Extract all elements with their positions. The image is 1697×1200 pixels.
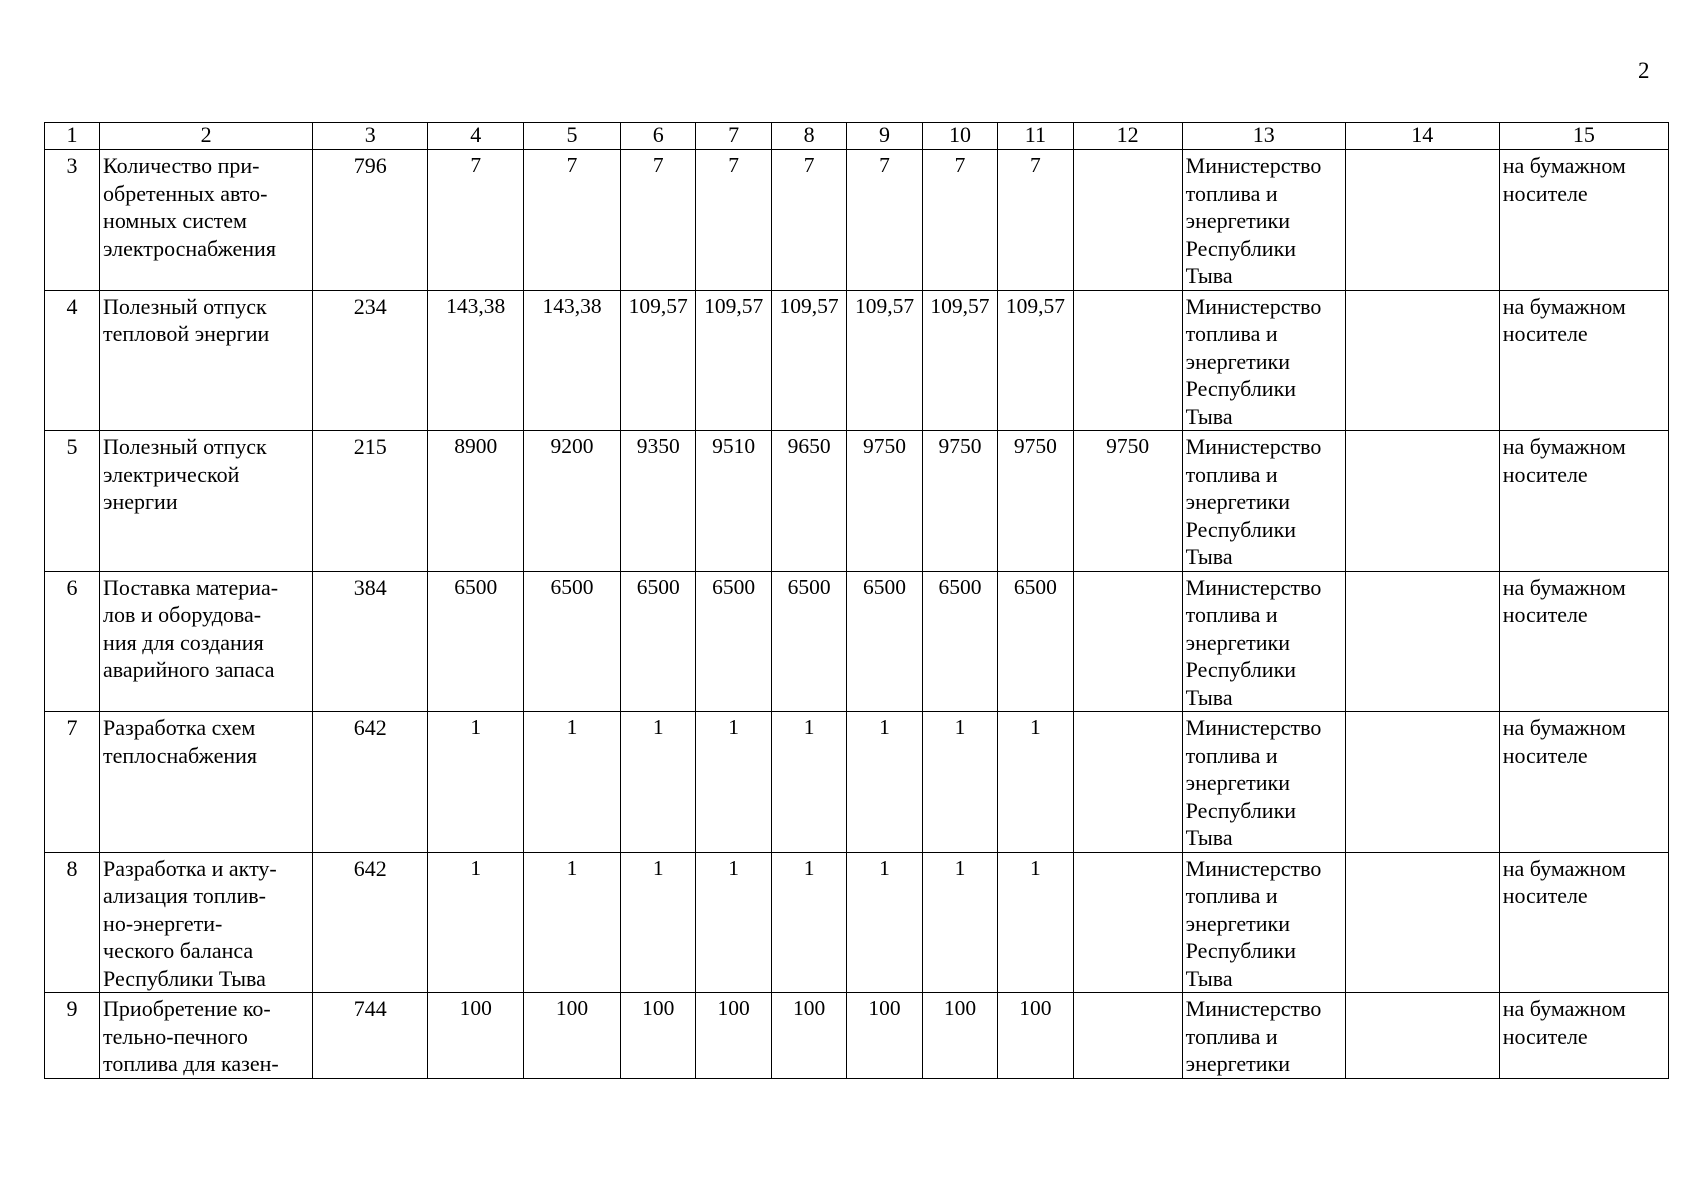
value-cell: 1 [620, 852, 695, 993]
value-cell [1073, 852, 1182, 993]
column-header: 10 [922, 123, 997, 150]
value-cell: 1 [771, 852, 846, 993]
value-cell: 100 [620, 993, 695, 1079]
data-source-cell: на бумажном носителе [1499, 852, 1668, 993]
okei-code-cell: 642 [313, 712, 428, 853]
column-14-cell [1345, 852, 1499, 993]
okei-code-cell: 642 [313, 852, 428, 993]
data-source-cell: на бумажном носителе [1499, 993, 1668, 1079]
data-source-cell: на бумажном носителе [1499, 571, 1668, 712]
value-cell: 1 [998, 712, 1073, 853]
table-row [45, 852, 1669, 993]
value-cell: 6500 [524, 571, 621, 712]
value-cell: 7 [771, 150, 846, 291]
value-cell: 9200 [524, 431, 621, 572]
table-row [45, 712, 1669, 853]
row-number-cell: 8 [45, 852, 100, 993]
responsible-org-cell: Министерство топлива и энергетики Республики Тыва [1182, 290, 1345, 431]
value-cell: 143,38 [524, 290, 621, 431]
value-cell: 1 [847, 852, 922, 993]
indicator-name-cell: Количество при- обретенных авто- номных систем электроснабжения [100, 150, 313, 291]
column-header: 7 [696, 123, 771, 150]
responsible-org-cell: Министерство топлива и энергетики Республики Тыва [1182, 431, 1345, 572]
column-header: 3 [313, 123, 428, 150]
value-cell: 1 [771, 712, 846, 853]
column-header: 4 [428, 123, 524, 150]
column-header: 12 [1073, 123, 1182, 150]
okei-code-cell: 215 [313, 431, 428, 572]
value-cell: 1 [428, 852, 524, 993]
responsible-org-cell: Министерство топлива и энергетики Республики Тыва [1182, 150, 1345, 291]
indicator-name-cell: Полезный отпуск тепловой энергии [100, 290, 313, 431]
okei-code-cell: 384 [313, 571, 428, 712]
data-source-cell: на бумажном носителе [1499, 290, 1668, 431]
value-cell: 1 [696, 852, 771, 993]
row-number-cell: 7 [45, 712, 100, 853]
column-header: 9 [847, 123, 922, 150]
value-cell: 9750 [922, 431, 997, 572]
value-cell [1073, 571, 1182, 712]
value-cell: 1 [696, 712, 771, 853]
value-cell: 6500 [428, 571, 524, 712]
value-cell: 1 [428, 712, 524, 853]
row-number-cell: 6 [45, 571, 100, 712]
responsible-org-cell: Министерство топлива и энергетики Республики Тыва [1182, 712, 1345, 853]
value-cell: 100 [524, 993, 621, 1079]
column-header: 2 [100, 123, 313, 150]
indicators-table [44, 122, 1669, 1079]
table-row [45, 571, 1669, 712]
value-cell: 9750 [1073, 431, 1182, 572]
table-row [45, 993, 1669, 1079]
value-cell: 7 [998, 150, 1073, 291]
indicator-name-cell: Приобретение ко- тельно-печного топлива для казен- [100, 993, 313, 1079]
column-header: 11 [998, 123, 1073, 150]
row-number-cell: 4 [45, 290, 100, 431]
value-cell: 7 [524, 150, 621, 291]
value-cell: 6500 [922, 571, 997, 712]
value-cell: 9350 [620, 431, 695, 572]
column-14-cell [1345, 993, 1499, 1079]
column-14-cell [1345, 150, 1499, 291]
value-cell: 9650 [771, 431, 846, 572]
okei-code-cell: 234 [313, 290, 428, 431]
okei-code-cell: 744 [313, 993, 428, 1079]
column-14-cell [1345, 431, 1499, 572]
value-cell: 6500 [998, 571, 1073, 712]
row-number-cell: 5 [45, 431, 100, 572]
value-cell: 9510 [696, 431, 771, 572]
value-cell: 1 [524, 712, 621, 853]
value-cell: 1 [922, 712, 997, 853]
value-cell: 7 [696, 150, 771, 291]
value-cell: 100 [847, 993, 922, 1079]
value-cell: 100 [696, 993, 771, 1079]
value-cell: 100 [771, 993, 846, 1079]
value-cell [1073, 712, 1182, 853]
table-row [45, 290, 1669, 431]
table-row [45, 150, 1669, 291]
value-cell: 1 [998, 852, 1073, 993]
value-cell: 6500 [771, 571, 846, 712]
row-number-cell: 3 [45, 150, 100, 291]
column-14-cell [1345, 290, 1499, 431]
column-14-cell [1345, 712, 1499, 853]
value-cell: 7 [922, 150, 997, 291]
column-number-row [45, 123, 1669, 150]
value-cell: 7 [620, 150, 695, 291]
value-cell [1073, 150, 1182, 291]
column-header: 6 [620, 123, 695, 150]
data-source-cell: на бумажном носителе [1499, 431, 1668, 572]
value-cell: 9750 [998, 431, 1073, 572]
indicator-name-cell: Полезный отпуск электрической энергии [100, 431, 313, 572]
value-cell: 109,57 [847, 290, 922, 431]
value-cell: 7 [847, 150, 922, 291]
value-cell: 109,57 [998, 290, 1073, 431]
row-number-cell: 9 [45, 993, 100, 1079]
indicator-name-cell: Разработка схем теплоснабжения [100, 712, 313, 853]
value-cell: 100 [922, 993, 997, 1079]
value-cell: 109,57 [922, 290, 997, 431]
value-cell: 6500 [620, 571, 695, 712]
column-14-cell [1345, 571, 1499, 712]
value-cell: 109,57 [771, 290, 846, 431]
value-cell: 6500 [847, 571, 922, 712]
responsible-org-cell: Министерство топлива и энергетики Республики Тыва [1182, 852, 1345, 993]
column-header: 15 [1499, 123, 1668, 150]
data-source-cell: на бумажном носителе [1499, 712, 1668, 853]
indicator-name-cell: Поставка материа- лов и оборудова- ния для создания аварийного запаса [100, 571, 313, 712]
indicator-name-cell: Разработка и акту- ализация топлив- но-энергети- ческого баланса Республики Тыва [100, 852, 313, 993]
value-cell: 100 [428, 993, 524, 1079]
value-cell [1073, 993, 1182, 1079]
column-header: 5 [524, 123, 621, 150]
value-cell: 143,38 [428, 290, 524, 431]
value-cell: 109,57 [696, 290, 771, 431]
value-cell: 7 [428, 150, 524, 291]
okei-code-cell: 796 [313, 150, 428, 291]
value-cell: 9750 [847, 431, 922, 572]
value-cell: 1 [847, 712, 922, 853]
column-header: 1 [45, 123, 100, 150]
value-cell: 1 [524, 852, 621, 993]
value-cell [1073, 290, 1182, 431]
value-cell: 100 [998, 993, 1073, 1079]
page-number: 2 [1638, 58, 1650, 83]
data-source-cell: на бумажном носителе [1499, 150, 1668, 291]
value-cell: 1 [620, 712, 695, 853]
column-header: 13 [1182, 123, 1345, 150]
responsible-org-cell: Министерство топлива и энергетики [1182, 993, 1345, 1079]
column-header: 14 [1345, 123, 1499, 150]
table-row [45, 431, 1669, 572]
responsible-org-cell: Министерство топлива и энергетики Республики Тыва [1182, 571, 1345, 712]
value-cell: 6500 [696, 571, 771, 712]
value-cell: 1 [922, 852, 997, 993]
column-header: 8 [771, 123, 846, 150]
value-cell: 109,57 [620, 290, 695, 431]
value-cell: 8900 [428, 431, 524, 572]
